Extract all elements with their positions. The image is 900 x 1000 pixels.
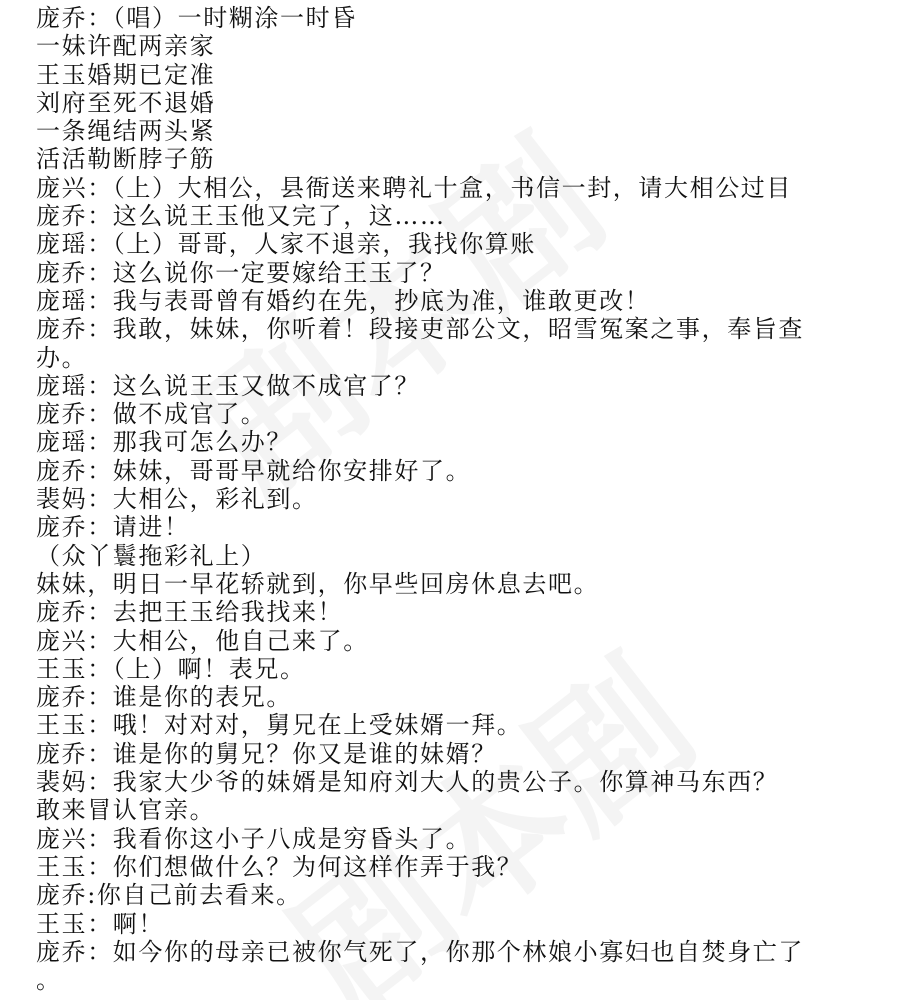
script-line: 庞乔：做不成官了。 xyxy=(36,400,267,429)
script-line: 王玉婚期已定准 xyxy=(36,60,216,89)
script-line: 庞乔：谁是你的舅兄？你又是谁的妹婿？ xyxy=(36,739,497,768)
script-line: 庞瑶：我与表哥曾有婚约在先，抄底为准，谁敢更改！ xyxy=(36,286,651,315)
script-line: 庞乔：妹妹，哥哥早就给你安排好了。 xyxy=(36,456,472,485)
script-line: 庞瑶：（上）哥哥，人家不退亲，我找你算账 xyxy=(36,230,536,259)
script-line: 庞兴：（上）大相公，县衙送来聘礼十盒，书信一封，请大相公过目 xyxy=(36,173,792,202)
script-line: 办。 xyxy=(36,343,88,372)
script-line: 王玉：哦！对对对，舅兄在上受妹婿一拜。 xyxy=(36,711,523,740)
script-line: 王玉：啊！ xyxy=(36,909,164,938)
script-line: 庞乔：如今你的母亲已被你气死了，你那个林娘小寡妇也自焚身亡了 xyxy=(36,937,804,966)
script-line: 庞兴：我看你这小子八成是穷昏头了。 xyxy=(36,824,472,853)
script-line: 庞兴：大相公，他自己来了。 xyxy=(36,626,369,655)
script-line: 裴妈：大相公，彩礼到。 xyxy=(36,485,318,514)
script-line: 庞乔：请进！ xyxy=(36,513,190,542)
script-line: 王玉：你们想做什么？为何这样作弄于我？ xyxy=(36,852,523,881)
script-line: 一条绳结两头紧 xyxy=(36,117,216,146)
script-text xyxy=(36,4,886,994)
script-line: 庞乔：（唱）一时糊涂一时昏 xyxy=(36,4,357,32)
script-line: 庞乔：去把王玉给我找来！ xyxy=(36,598,344,627)
script-line: 活活勒断脖子筋 xyxy=(36,145,216,174)
script-line: 裴妈：我家大少爷的妹婿是知府刘大人的贵公子。你算神马东西？ xyxy=(36,768,779,797)
script-line: （众丫鬟拖彩礼上） xyxy=(36,541,267,570)
script-line: 庞瑶：这么说王玉又做不成官了？ xyxy=(36,371,420,400)
script-line: 庞乔：这么说王玉他又完了，这…… xyxy=(36,202,446,231)
script-line: 一妹许配两亲家 xyxy=(36,32,216,61)
script-line: 王玉：（上）啊！表兄。 xyxy=(36,654,306,683)
script-line: 刘府至死不退婚 xyxy=(36,88,216,117)
script-line: 庞乔：我敢，妹妹，你听着！段接吏部公文，昭雪冤案之事，奉旨查 xyxy=(36,315,804,344)
script-line: 庞乔:你自己前去看来。 xyxy=(36,881,302,910)
script-line: 妹妹，明日一早花轿就到，你早些回房休息去吧。 xyxy=(36,569,600,598)
script-line: 庞瑶：那我可怎么办？ xyxy=(36,428,292,457)
script-line: 敢来冒认官亲。 xyxy=(36,796,216,825)
script-line: 庞乔：这么说你一定要嫁给王玉了？ xyxy=(36,258,446,287)
script-line: 。 xyxy=(36,966,62,995)
script-line: 庞乔：谁是你的表兄。 xyxy=(36,683,292,712)
